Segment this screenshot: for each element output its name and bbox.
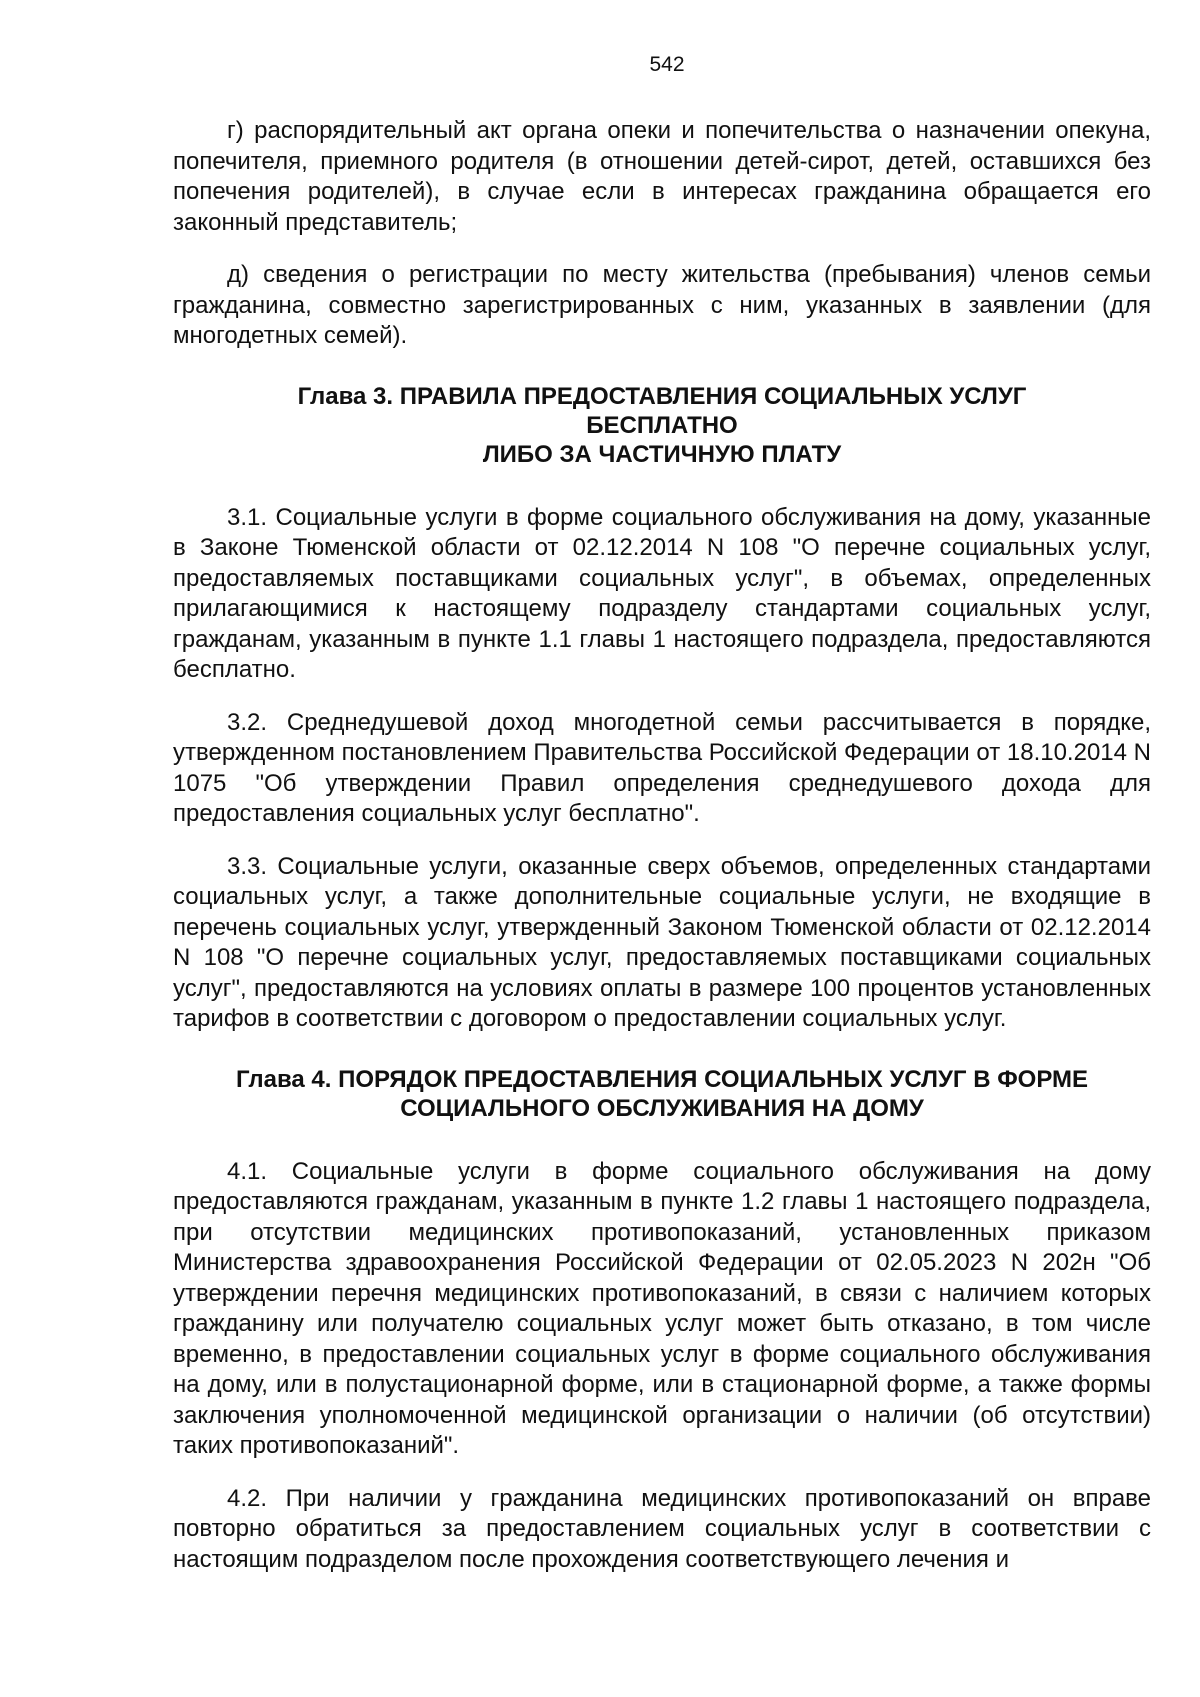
paragraph-g: г) распорядительный акт органа опеки и попечительства о назначении опекуна, попечителя, приемного родителя (в отношении детей-сирот, детей, оставшихся без попечения родителей), в случае если в интересах гражданина обращается его законный представитель; bbox=[173, 117, 1151, 236]
paragraph-3-3: 3.3. Социальные услуги, оказанные сверх объемов, определенных стандартами социальных услуг, а также дополнительные социальные услуги, не входящие в перечень социальных услуг, утвержденный Законом Тюменской области от 02.12.2014 N 108 "О перечне социальных услуг, предоставляемых поставщиками социальных услуг", предоставляются на условиях оплаты в размере 100 процентов установленных тарифов в соответствии с договором о предоставлении социальных услуг. bbox=[173, 852, 1151, 1032]
document-page bbox=[173, 52, 1151, 1575]
paragraph-3-2: 3.2. Среднедушевой доход многодетной семьи рассчитывается в порядке, утвержденном постановлением Правительства Российской Федерации от 18.10.2014 N 1075 "Об утверждении Правил определения среднедушевого дохода для предоставления социальных услуг бесплатно". bbox=[173, 708, 1151, 827]
chapter-4-heading-line: СОЦИАЛЬНОГО ОБСЛУЖИВАНИЯ НА ДОМУ bbox=[400, 1094, 924, 1122]
chapter-3-heading-line: БЕСПЛАТНО bbox=[586, 411, 738, 439]
chapter-4-heading bbox=[173, 1065, 1151, 1123]
chapter-3-heading-line: ЛИБО ЗА ЧАСТИЧНУЮ ПЛАТУ bbox=[482, 440, 842, 468]
chapter-3-heading-line: Глава 3. ПРАВИЛА ПРЕДОСТАВЛЕНИЯ СОЦИАЛЬНЫХ УСЛУГ bbox=[297, 382, 1027, 410]
chapter-3-heading bbox=[173, 382, 1151, 469]
chapter-4-heading-line: Глава 4. ПОРЯДОК ПРЕДОСТАВЛЕНИЯ СОЦИАЛЬНЫХ УСЛУГ В ФОРМЕ bbox=[235, 1065, 1089, 1093]
paragraph-4-1: 4.1. Социальные услуги в форме социального обслуживания на дому предоставляются гражданам, указанным в пункте 1.2 главы 1 настоящего подраздела, при отсутствии медицинских противопоказаний, установленных приказом Министерства здравоохранения Российской Федерации от 02.05.2023 N 202н "Об утверждении перечня медицинских противопоказаний, в связи с наличием которых гражданину или получателю социальных услуг может быть отказано, в том числе временно, в предоставлении социальных услуг в форме социального обслуживания на дому, или в полустационарной форме, или в стационарной форме, а также формы заключения уполномоченной медицинской организации о наличии (об отсутствии) таких противопоказаний". bbox=[173, 1157, 1151, 1459]
paragraph-3-1: 3.1. Социальные услуги в форме социального обслуживания на дому, указанные в Законе Тюменской области от 02.12.2014 N 108 "О перечне социальных услуг, предоставляемых поставщиками социальных услуг", в объемах, определенных прилагающимися к настоящему подразделу стандартами социальных услуг, гражданам, указанным в пункте 1.1 главы 1 настоящего подраздела, предоставляются бесплатно. bbox=[173, 503, 1151, 683]
page-number: 542 bbox=[649, 53, 685, 76]
paragraph-4-2: 4.2. При наличии у гражданина медицинских противопоказаний он вправе повторно обратиться за предоставлением социальных услуг в соответствии с настоящим подразделом после прохождения соответствующего лечения и bbox=[173, 1484, 1151, 1573]
paragraph-d: д) сведения о регистрации по месту жительства (пребывания) членов семьи гражданина, совместно зарегистрированных с ним, указанных в заявлении (для многодетных семей). bbox=[173, 261, 1151, 349]
